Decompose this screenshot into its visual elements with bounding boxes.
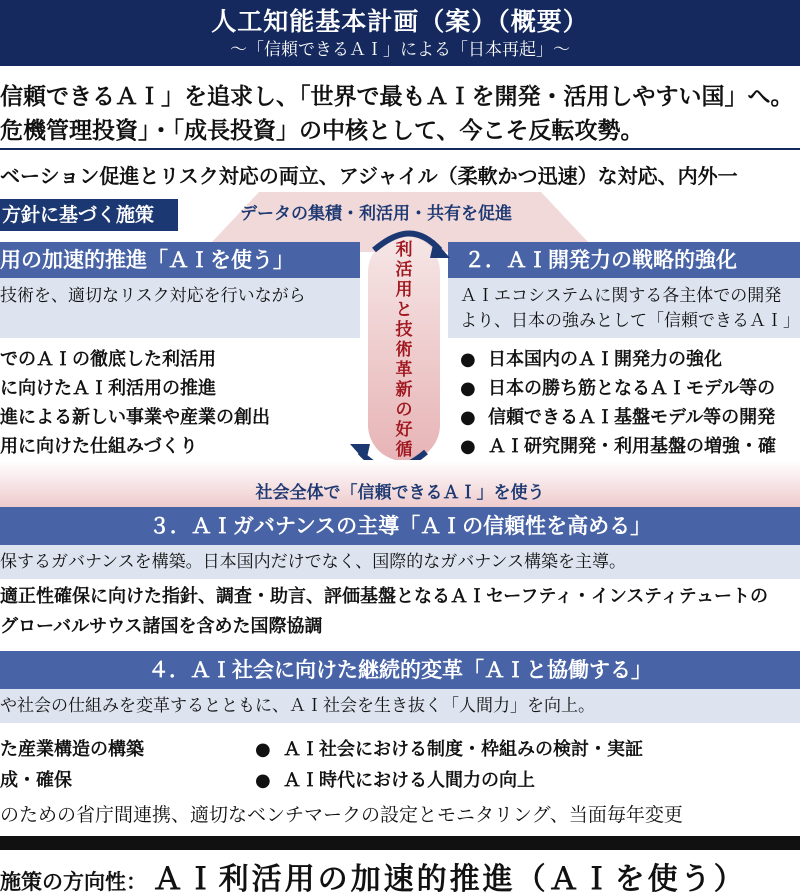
divider	[0, 148, 800, 150]
bullet-icon: ●	[460, 436, 476, 457]
section4-list-right	[255, 734, 643, 796]
bullet-icon: ●	[460, 349, 476, 370]
list-item: でのＡＩの徹底した利活用	[0, 349, 216, 370]
list-item-text: 日本の勝ち筋となるＡＩモデル等の	[488, 378, 776, 399]
list-item: た産業構造の構築	[0, 739, 144, 760]
bullet-icon: ●	[460, 378, 476, 399]
section1-list	[0, 345, 360, 461]
list-item	[460, 345, 800, 374]
section2-desc-line: ＡＩエコシステムに関する各主体での開発	[460, 286, 782, 306]
list-item	[460, 374, 800, 403]
intro-line-2: 危機管理投資」・「成長投資」の中核として、今こそ反転攻勢。	[0, 118, 644, 144]
list-item	[460, 432, 800, 461]
cycle-center-label: 利活用と技術革新の好循	[395, 240, 413, 460]
bullet-icon: ●	[255, 770, 271, 791]
list-item: 用に向けた仕組みづくり	[0, 436, 198, 457]
section1-desc-line: 技術を、適切なリスク対応を行いながら	[0, 286, 306, 306]
cycle-top-label: データの集積・利活用・共有を促進	[240, 204, 512, 224]
list-item: 適正性確保に向けた指針、調査・助言、評価基盤となるＡＩセーフティ・インスティテュートの	[0, 586, 769, 607]
list-item-text: ＡＩ研究開発・利用基盤の増強・確	[488, 436, 776, 457]
divider	[0, 836, 800, 850]
page-header	[0, 0, 800, 66]
list-item	[460, 403, 800, 432]
list-item-text: 信頼できるＡＩ基盤モデル等の開発	[488, 407, 776, 428]
list-item: 成・確保	[0, 770, 72, 791]
list-item: 進による新しい事業や産業の創出	[0, 407, 270, 428]
list-item: グローバルサウス諸国を含めた国際協調	[0, 616, 323, 637]
list-item-text: ＡＩ社会における制度・枠組みの検討・実証	[283, 739, 643, 760]
section4-list-left	[0, 734, 144, 796]
policy-tab: 方針に基づく施策	[0, 199, 178, 231]
page-subtitle: ～「信頼できるＡＩ」による「日本再起」～	[230, 40, 570, 60]
section3-title: ３．ＡＩガバナンスの主導「ＡＩの信頼性を高める」	[0, 507, 800, 545]
section2-desc-line: より、日本の強みとして「信頼できるＡＩ」	[460, 311, 800, 331]
principle-text: ベーション促進とリスク対応の両立、アジャイル（柔軟かつ迅速）な対応、内外一	[0, 164, 738, 188]
section2-title: ２．ＡＩ開発力の戦略的強化	[448, 242, 800, 278]
direction-heading	[0, 854, 747, 894]
cycle-bottom-label: 社会全体で「信頼できるＡＩ」を使う	[255, 483, 545, 503]
section1-title: 用の加速的推進「ＡＩを使う」	[0, 242, 360, 278]
section3-desc: 保するガバナンスを構築。日本国内だけでなく、国際的なガバナンス構築を主導。	[0, 545, 800, 579]
direction-value: ＡＩ利活用の加速的推進（ＡＩを使う）	[152, 862, 747, 894]
section1-desc	[0, 278, 360, 338]
section2-list	[460, 345, 800, 461]
list-item	[255, 765, 643, 796]
section2-desc	[448, 278, 800, 338]
section3-list	[0, 582, 768, 642]
list-item-text: ＡＩ時代における人間力の向上	[283, 770, 535, 791]
bullet-icon: ●	[460, 407, 476, 428]
section4-desc: や社会の仕組みを変革するとともに、ＡＩ社会を生き抜く「人間力」を向上。	[0, 689, 800, 723]
bullet-icon: ●	[255, 739, 271, 760]
footer-note: のための省庁間連携、適切なベンチマークの設定とモニタリング、当面毎年変更	[0, 804, 683, 826]
intro-line-1: 信頼できるＡＩ」を追求し、「世界で最もＡＩを開発・活用しやすい国」へ。	[0, 84, 794, 110]
list-item-text: 日本国内のＡＩ開発力の強化	[488, 349, 722, 370]
list-item	[255, 734, 643, 765]
section4-title: ４．ＡＩ社会に向けた継続的変革「ＡＩと協働する」	[0, 651, 800, 689]
direction-label: 施策の方向性：	[0, 870, 147, 894]
page-title: 人工知能基本計画（案）（概要）	[211, 7, 589, 36]
list-item: に向けたＡＩ利活用の推進	[0, 378, 216, 399]
